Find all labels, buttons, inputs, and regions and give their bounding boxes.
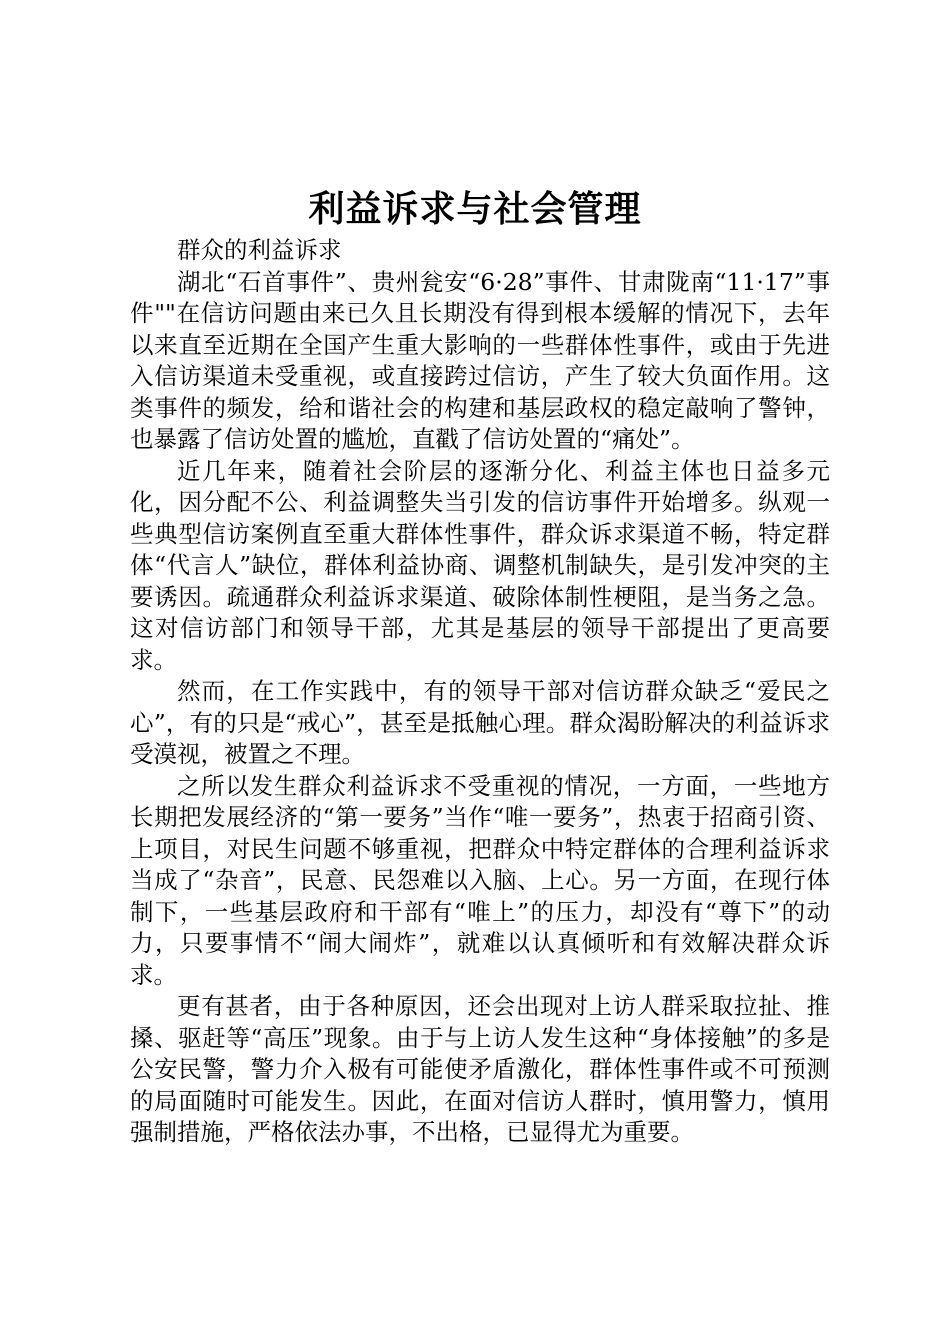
document-body <box>130 235 830 1149</box>
document-title: 利益诉求与社会管理 <box>308 188 642 230</box>
paragraph-3: 然而，在工作实践中，有的领导干部对信访群众缺乏“爱民之心”，有的只是“戒心”，甚至是抵触心理。群众渴盼解决的利益诉求受漠视，被置之不理。 <box>130 677 830 768</box>
paragraph-5: 更有甚者，由于各种原因，还会出现对上访人群采取拉扯、推搡、驱赶等“高压”现象。由于与上访人发生这种“身体接触”的多是公安民警，警力介入极有可能使矛盾激化，群体性事件或不可预测的局面随时可能发生。因此，在面对信访人群时，慎用警力，慎用强制措施，严格依法办事，不出格，已显得尤为重要。 <box>130 992 830 1146</box>
paragraph-2: 近几年来，随着社会阶层的逐渐分化、利益主体也日益多元化，因分配不公、利益调整失当引发的信访事件开始增多。纵观一些典型信访案例直至重大群体性事件，群众诉求渠道不畅，特定群体“代言人”缺位，群体利益协商、调整机制缺失，是引发冲突的主要诱因。疏通群众利益诉求渠道、破除体制性梗阻，是当务之急。这对信访部门和领导干部，尤其是基层的领导干部提出了更高要求。 <box>130 456 830 674</box>
paragraph-4: 之所以发生群众利益诉求不受重视的情况，一方面，一些地方长期把发展经济的“第一要务”当作“唯一要务”，热衷于招商引资、上项目，对民生问题不够重视，把群众中特定群体的合理利益诉求当成了“杂音”，民意、民怨难以入脑、上心。另一方面，在现行体制下，一些基层政府和干部有“唯上”的压力，却没有“尊下”的动力，只要事情不“闹大闹炸”，就难以认真倾听和有效解决群众诉求。 <box>130 771 830 989</box>
section-subheading: 群众的利益诉求 <box>177 236 342 264</box>
paragraph-1: 湖北“石首事件”、贵州瓮安“6·28”事件、甘肃陇南“11·17”事件""在信访问题由来已久且长期没有得到根本缓解的情况下，去年以来直至近期在全国产生重大影响的一些群体性事件，或由于先进入信访渠道未受重视，或直接跨过信访，产生了较大负面作用。这类事件的频发，给和谐社会的构建和基层政权的稳定敲响了警钟，也暴露了信访处置的尴尬，直戳了信访处置的“痛处”。 <box>130 267 830 453</box>
